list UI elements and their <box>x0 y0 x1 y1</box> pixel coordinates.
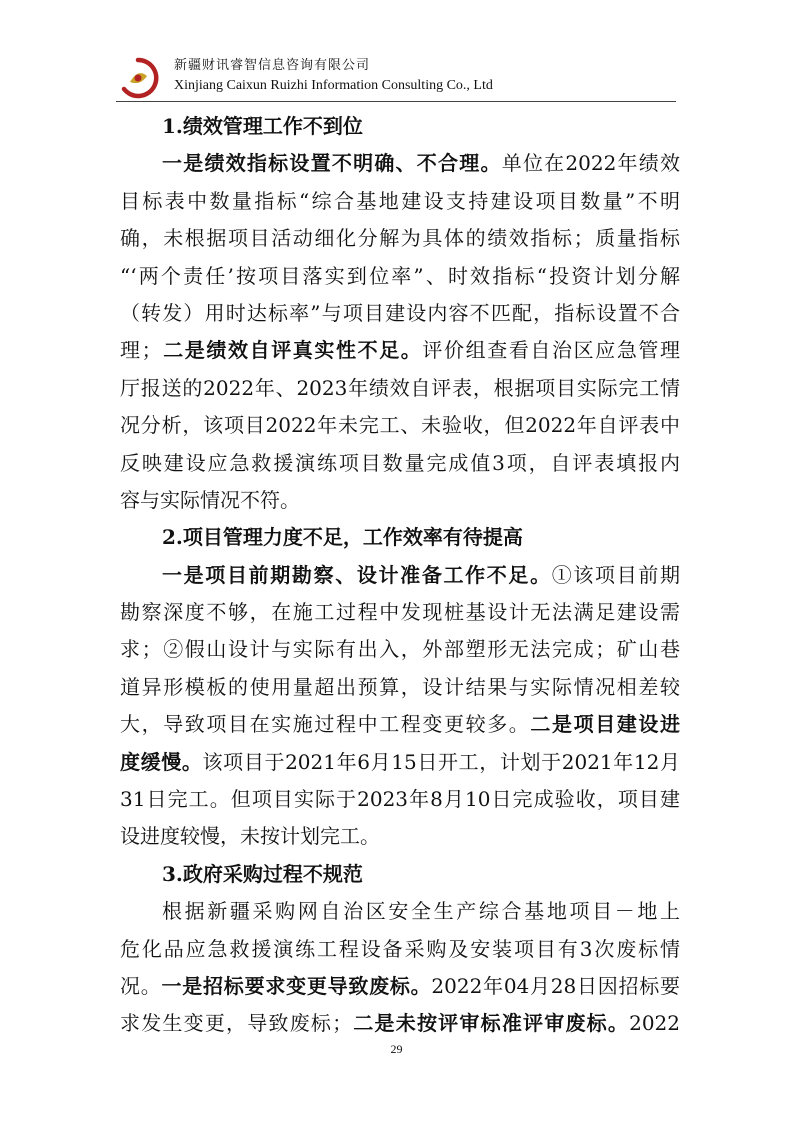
company-logo-icon <box>116 56 160 100</box>
header-divider <box>116 101 676 102</box>
body-text-line <box>120 482 680 519</box>
text-run: 理； <box>120 338 162 363</box>
body-text-line <box>120 706 680 743</box>
bold-text-run: 2.项目管理力度不足，工作效率有待提高 <box>162 525 523 550</box>
page-header <box>116 52 676 102</box>
text-run: 厅报送的2022年、2023年绩效自评表，根据项目实际完工情 <box>120 375 680 400</box>
bold-text-run: 二是绩效自评真实性不足。 <box>161 338 423 363</box>
text-run: 勘察深度不够，在施工过程中发现桩基设计无法满足建设需 <box>120 600 680 625</box>
text-run: ①该项目前期 <box>551 562 680 587</box>
text-run: 设进度较慢，未按计划完工。 <box>120 824 380 849</box>
text-run: 反映建设应急救援演练项目数量完成值3项，自评表填报内 <box>120 450 680 475</box>
text-run: 目标表中数量指标“综合基地建设支持建设项目数量”不明 <box>120 188 680 213</box>
body-text-line <box>120 295 680 332</box>
company-name-english: Xinjiang Caixun Ruizhi Information Consulting Co., Ltd <box>174 78 493 93</box>
text-run: 容与实际情况不符。 <box>120 487 300 512</box>
bold-text-run: 一是招标要求变更导致废标。 <box>161 973 432 998</box>
body-text-line <box>120 968 680 1005</box>
text-run: 2022 <box>629 1011 680 1036</box>
bold-text-run: 1.绩效管理工作不到位 <box>162 114 363 138</box>
company-name-chinese: 新疆财讯睿智信息咨询有限公司 <box>174 58 371 73</box>
text-run: 该项目于2021年6月15日开工，计划于2021年12月 <box>202 749 680 774</box>
body-text-line <box>120 220 680 257</box>
body-text-line <box>120 669 680 706</box>
text-run: 确，未根据项目活动细化分解为具体的绩效指标；质量指标 <box>120 226 680 251</box>
text-run: 求；②假山设计与实际有出入，外部塑形无法完成；矿山巷 <box>120 637 680 662</box>
body-text-line <box>120 818 680 855</box>
text-run: 况分析，该项目2022年未完工、未验收，但2022年自评表中 <box>120 413 680 438</box>
bold-text-run: 一是项目前期勘察、设计准备工作不足。 <box>162 562 552 587</box>
text-run: 危化品应急救援演练工程设备采购及安装项目有3次废标情 <box>120 936 680 961</box>
body-text-line <box>120 931 680 968</box>
body-text-line <box>120 332 680 369</box>
text-run: 评价组查看自治区应急管理 <box>422 338 680 363</box>
bold-text-run: 度缓慢。 <box>120 749 203 774</box>
section-heading <box>120 108 680 145</box>
document-body <box>120 108 680 1043</box>
page-number: 29 <box>390 1042 403 1056</box>
body-text-line <box>120 631 680 668</box>
bold-text-run: 3.政府采购过程不规范 <box>162 861 363 886</box>
bold-text-run: 二是未按评审标准评审废标。 <box>352 1011 630 1036</box>
text-run: 求发生变更，导致废标； <box>120 1011 353 1036</box>
section-heading <box>120 856 680 893</box>
body-text-line <box>120 445 680 482</box>
text-run: 况。 <box>120 973 162 998</box>
text-run: （转发）用时达标率”与项目建设内容不匹配，指标设置不合 <box>120 300 680 325</box>
body-text-line <box>120 557 680 594</box>
bold-text-run: 二是项目建设进 <box>530 712 680 737</box>
text-run: 单位在2022年绩效 <box>501 151 680 176</box>
body-text-line <box>120 781 680 818</box>
text-run: 根据新疆采购网自治区安全生产综合基地项目－地上 <box>162 899 680 924</box>
text-run: 道异形模板的使用量超出预算，设计结果与实际情况相差较 <box>120 674 680 699</box>
body-text-line <box>120 744 680 781</box>
bold-text-run: 一是绩效指标设置不明确、不合理。 <box>162 151 502 176</box>
text-run: 31日完工。但项目实际于2023年8月10日完成验收，项目建 <box>120 787 680 812</box>
body-text-line <box>120 183 680 220</box>
body-text-line <box>120 594 680 631</box>
text-run: 2022年04月28日因招标要 <box>431 973 680 998</box>
text-run: 大，导致项目在实施过程中工程变更较多。 <box>120 712 531 737</box>
body-text-line <box>120 893 680 930</box>
body-text-line <box>120 407 680 444</box>
body-text-line <box>120 370 680 407</box>
body-text-line <box>120 1005 680 1042</box>
body-text-line <box>120 145 680 182</box>
section-heading <box>120 519 680 556</box>
body-text-line <box>120 258 680 295</box>
text-run: “‘两个责任’按项目落实到位率”、时效指标“投资计划分解 <box>120 263 680 288</box>
